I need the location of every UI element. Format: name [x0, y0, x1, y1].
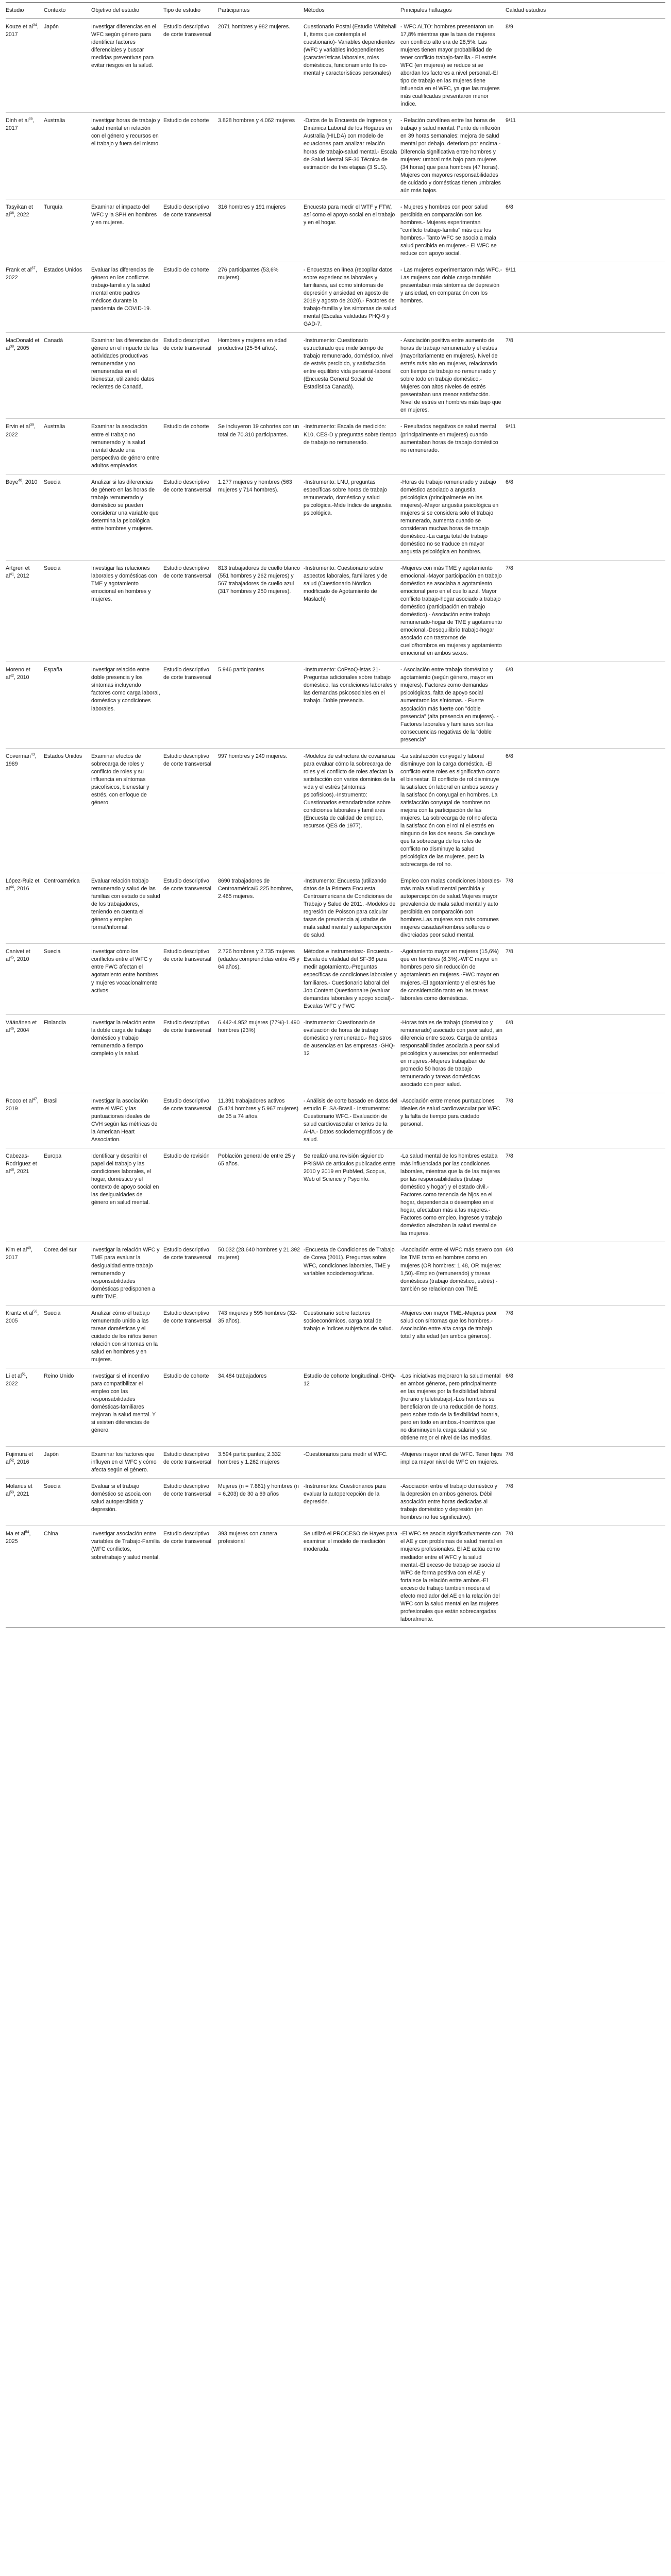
cell-methods: -Cuestionarios para medir el WFC. — [304, 1447, 400, 1479]
study-year: , 2022 — [6, 423, 36, 438]
cell-quality: 7/8 — [506, 1479, 665, 1526]
cell-study — [6, 662, 44, 748]
study-author: Kim et al — [6, 1247, 27, 1253]
study-year: , 2017 — [6, 24, 39, 38]
cell-objective: Investigar la relación WFC y TME para evaluar la desigualdad entre trabajo remunerado y responsabilidades domésticas predisponen a sufrir TME. — [91, 1242, 163, 1305]
cell-methods: Encuesta para medir el WTF y FTW, así como el apoyo social en el trabajo y en el hogar. — [304, 199, 400, 262]
study-author: Kouze et al — [6, 24, 33, 30]
study-author: Cabezas-Rodríguez et al — [6, 1153, 37, 1175]
study-reference: 53 — [10, 1490, 14, 1495]
cell-findings: - Relación curvilínea entre las horas de trabajo y salud mental. Punto de inflexión en 39 horas semanales: mejora de salud mental por debajo, deterioro por encima.- Diferencia significativa entre hombres y mujeres: umbral más bajo para mujeres (34 horas) que para hombres (47 horas). Mujeres con mayores responsabilidades de cuidado y domésticas tienen umbrales aún más bajos. — [400, 113, 506, 199]
cell-type: Estudio de cohorte — [163, 419, 218, 474]
cell-objective: Investigar diferencias en el WFC según género para identificar factores diferenciales y buscar medidas preventivas para evitar riesgos en la salud. — [91, 19, 163, 113]
cell-type: Estudio descriptivo de corte transversal — [163, 560, 218, 662]
study-author: Artgren et al — [6, 565, 30, 579]
cell-methods: -Instrumento: Encuesta (utilizando datos de la Primera Encuesta Centroamericana de Condiciones de Trabajo y Salud de 2011. -Modelos de regresión de Poisson para calcular tasas de prevalencia ajustadas de mala salud mental y autopercepción de salud. — [304, 873, 400, 944]
cell-findings: -Horas totales de trabajo (doméstico y remunerado) asociado con peor salud, sin diferencia entre sexos. Carga de ambas responsabilidades asociada a peor salud psicológica y ausencias por enfermedad en mujeres.-Mujeres trabajaban de promedio 50 horas de trabajo remunerado y tareas domésticas asociado con peor salud. — [400, 1014, 506, 1093]
study-author: Dinh et al — [6, 117, 29, 124]
table-row — [6, 199, 665, 262]
cell-participants: 3.828 hombres y 4.062 mujeres — [218, 113, 304, 199]
cell-study — [6, 1305, 44, 1368]
header-objective: Objetivo del estudio — [91, 3, 163, 19]
cell-quality: 7/8 — [506, 1305, 665, 1368]
cell-findings: - Las mujeres experimentaron más WFC.- Las mujeres con doble cargo también presentaban más síntomas de depresión y ansiedad, en comparación con los hombres. — [400, 262, 506, 332]
cell-quality: 7/8 — [506, 1148, 665, 1242]
header-study: Estudio — [6, 3, 44, 19]
study-reference: 35 — [28, 117, 33, 121]
table-row — [6, 944, 665, 1014]
cell-methods: - Análisis de corte basado en datos del estudio ELSA-Brasil.- Instrumentos: Cuestionario WFC.- Evaluación de salud cardiovascular criterios de la AHA.- Datos sociodemográficos y de salud. — [304, 1093, 400, 1148]
study-reference: 46 — [10, 1027, 14, 1031]
cell-type: Estudio de cohorte — [163, 1368, 218, 1446]
cell-findings: - Resultados negativos de salud mental (principalmente en mujeres) cuando aumentaban horas de trabajo doméstico no remunerado. — [400, 419, 506, 474]
cell-quality: 6/8 — [506, 662, 665, 748]
study-reference: 41 — [10, 572, 14, 577]
cell-participants: Se incluyeron 19 cohortes con un total de 70.310 participantes. — [218, 419, 304, 474]
cell-study — [6, 1093, 44, 1148]
study-author: Taşyikan et al — [6, 204, 33, 218]
cell-findings: - Mujeres y hombres con peor salud percibida en comparación con los hombres.- Mujeres experimentan "conflicto trabajo-familia" más que los hombres.- Tanto WFC se asocia a mala salud percibida en mujeres.- El WFC se reduce con apoyo social. — [400, 199, 506, 262]
study-reference: 45 — [10, 956, 14, 960]
cell-type: Estudio descriptivo de corte transversal — [163, 662, 218, 748]
cell-type: Estudio descriptivo de corte transversal — [163, 944, 218, 1014]
study-year: , 2016 — [14, 1459, 29, 1466]
study-year: , 2012 — [14, 573, 29, 579]
cell-context: Japón — [44, 19, 91, 113]
study-reference: 54 — [25, 1530, 29, 1534]
study-author: Rocco et al — [6, 1097, 33, 1104]
table-page — [6, 0, 665, 1628]
cell-context: Suecia — [44, 1305, 91, 1368]
cell-context: Suecia — [44, 1479, 91, 1526]
cell-methods: -Encuesta de Condiciones de Trabajo de Corea (2011). Preguntas sobre WFC, condiciones laborales, TME y variables sociodemográficas. — [304, 1242, 400, 1305]
study-author: Canivet et al — [6, 948, 30, 963]
table-row — [6, 262, 665, 332]
study-author: López-Ruiz et al — [6, 878, 40, 892]
cell-methods: -Instrumento: Cuestionario sobre aspectos laborales, familiares y de salud (Cuestionario Nórdico modificado de Agotamiento de Maslach) — [304, 560, 400, 662]
cell-participants: Población general de entre 25 y 65 años. — [218, 1148, 304, 1242]
cell-context: Suecia — [44, 944, 91, 1014]
study-author: Li et al — [6, 1372, 22, 1379]
cell-participants: 316 hombres y 191 mujeres — [218, 199, 304, 262]
study-author: Boye — [6, 479, 19, 485]
cell-context: España — [44, 662, 91, 748]
cell-participants: 393 mujeres con carrera profesional — [218, 1526, 304, 1628]
cell-findings: - Asociación positiva entre aumento de horas de trabajo remunerado y el estrés (mayoritariamente en mujeres). Nivel de estrés más alto en mujeres, relacionado con tiempo de trabajo no remunerado y sobre todo en trabajo doméstico.- Mujeres con altos niveles de estrés presentaban una menor satisfacción. Nivel de estrés en hombres más bajo que en mujeres. — [400, 333, 506, 419]
cell-participants: 813 trabajadores de cuello blanco (551 hombres y 262 mujeres) y 567 trabajadores de cuello azul (317 hombres y 250 mujeres). — [218, 560, 304, 662]
header-methods: Métodos — [304, 3, 400, 19]
cell-methods: Cuestionario Postal (Estudio Whitehall II, ítems que contempla el cuestionario)- Variables dependientes (WFC y variables independientes (características laborales, roles domésticos, funcionamiento físico-mental y características personales) — [304, 19, 400, 113]
table-row — [6, 662, 665, 748]
cell-methods: -Instrumento: LNU, preguntas específicas sobre horas de trabajo remunerado, doméstico y salud psicológica.-Mide índice de angustia psicológica. — [304, 474, 400, 560]
cell-context: Corea del sur — [44, 1242, 91, 1305]
study-year: , 2022 — [6, 266, 37, 281]
study-reference: 48 — [10, 1168, 14, 1172]
cell-type: Estudio descriptivo de corte transversal — [163, 19, 218, 113]
cell-findings: -Agotamiento mayor en mujeres (15,6%) que en hombres (8,3%).-WFC mayor en hombres pero sin reducción de agotamiento en mujeres.-FWC mayor en mujeres.-El agotamiento y el estrés fue de consideración tanto en las tareas laborales como domésticas. — [400, 944, 506, 1014]
studies-table — [6, 2, 665, 1628]
header-participants: Participantes — [218, 3, 304, 19]
cell-participants: 5.946 participantes — [218, 662, 304, 748]
cell-participants: 34.484 trabajadores — [218, 1368, 304, 1446]
cell-methods: Cuestionario sobre factores socioeconómicos, carga total de trabajo e índices subjetivos de salud. — [304, 1305, 400, 1368]
cell-study — [6, 1368, 44, 1446]
cell-findings: -El WFC se asocia significativamente con el AE y con problemas de salud mental en mujeres profesionales. El AE actúa como mediador entre el WFC y la salud mental.-El exceso de trabajo se asocia al WFC de forma positiva con el AE y fortalece la relación entre ambos.-El exceso de trabajo también modera el efecto mediador del AE en la relación del WFC con la salud mental en las mujeres profesionales que están sobrecargadas laboralmente. — [400, 1526, 506, 1628]
cell-quality: 6/8 — [506, 748, 665, 873]
study-year: , 2019 — [6, 1097, 39, 1112]
table-header — [6, 3, 665, 19]
cell-quality: 6/8 — [506, 1368, 665, 1446]
study-reference: 42 — [10, 674, 14, 678]
cell-context: Finlandia — [44, 1014, 91, 1093]
cell-type: Estudio descriptivo de corte transversal — [163, 1305, 218, 1368]
cell-objective: Investigar cómo los conflictos entre el WFC y entre FWC afectan el agotamiento entre hombres y mujeres vocacionalmente activos. — [91, 944, 163, 1014]
cell-participants: 6.442-4.952 mujeres (77%)-1.490 hombres (23%) — [218, 1014, 304, 1093]
cell-participants: 11.391 trabajadores activos (5.424 hombres y 5.967 mujeres) de 35 a 74 años. — [218, 1093, 304, 1148]
cell-study — [6, 113, 44, 199]
cell-study — [6, 1242, 44, 1305]
cell-objective: Investigar la asociación entre el WFC y las puntuaciones ideales de CVH según las métricas de la American Heart Association. — [91, 1093, 163, 1148]
study-year: , 2010 — [14, 674, 29, 681]
cell-study — [6, 560, 44, 662]
cell-objective: Examinar la asociación entre el trabajo no remunerado y la salud mental desde una perspectiva de género entre adultos empleados. — [91, 419, 163, 474]
cell-participants: 276 participantes (53,6% mujeres). — [218, 262, 304, 332]
study-year: , 2017 — [6, 117, 35, 132]
cell-type: Estudio de revisión — [163, 1148, 218, 1242]
cell-quality: 6/8 — [506, 474, 665, 560]
cell-objective: Investigar asociación entre variables de Trabajo-Familia (WFC conflictos, sobretrabajo y salud mental. — [91, 1526, 163, 1628]
cell-type: Estudio descriptivo de corte transversal — [163, 873, 218, 944]
study-author: Frank et al — [6, 266, 32, 273]
cell-methods: -Instrumento: CoPsoQ-istas 21- Preguntas adicionales sobre trabajo doméstico, las condiciones laborales y las demandas psicosociales en el trabajo. Doble presencia. — [304, 662, 400, 748]
cell-participants: 2.726 hombres y 2.735 mujeres (edades comprendidas entre 45 y 64 años). — [218, 944, 304, 1014]
table-row — [6, 1479, 665, 1526]
cell-findings: -Horas de trabajo remunerado y trabajo doméstico asociado a angustia psicológica (principalmente en las mujeres).-Mayor angustia psicológica en mujeres si se considera solo el trabajo remunerado, aumenta cuando se consideran muchas horas de trabajo doméstico.-La carga total de trabajo doméstico no se traduce en mayor angustia psicológica en hombres. — [400, 474, 506, 560]
cell-findings: -Asociación entre el trabajo doméstico y la depresión en ambos géneros. Débil asociación entre horas dedicadas al trabajo doméstico y depresión (en hombres no fue significativo). — [400, 1479, 506, 1526]
cell-study — [6, 199, 44, 262]
cell-objective: Analizar si las diferencias de género en las horas de trabajo remunerado y doméstico se pueden considerar una variable que determina la psicológica entre hombres y mujeres. — [91, 474, 163, 560]
study-reference: 52 — [10, 1459, 14, 1463]
study-reference: 49 — [27, 1246, 31, 1250]
cell-findings: -Mujeres mayor nivel de WFC. Tener hijos implica mayor nivel de WFC en mujeres. — [400, 1447, 506, 1479]
cell-findings: -Asociación entre menos puntuaciones ideales de salud cardiovascular por WFC y la falta de tiempo para cuidado personal. — [400, 1093, 506, 1148]
cell-methods: -Instrumentos: Cuestionarios para evaluar la autopercepción de la depresión. — [304, 1479, 400, 1526]
cell-study — [6, 1014, 44, 1093]
cell-study — [6, 1479, 44, 1526]
cell-quality: 7/8 — [506, 1447, 665, 1479]
cell-study — [6, 19, 44, 113]
cell-findings: -La salud mental de los hombres estaba más influenciada por las condiciones laborales, mientras que la de las mujeres por las responsabilidades (trabajo doméstico y hogar) y el estado civil.- Factores como tenencia de hijos en el hogar, dependencia o desempleo en el hogar, afectaban más a las mujeres.-Factores como empleo, ingresos y trabajo doméstico afectaban la salud mental de las mujeres. — [400, 1148, 506, 1242]
study-year: , 2021 — [14, 1168, 29, 1175]
table-row — [6, 19, 665, 113]
cell-objective: Examinar efectos de sobrecarga de roles y conflicto de roles y su influencia en síntomas psicofísicos, bienestar y estrés, con enfoque de género. — [91, 748, 163, 873]
cell-quality: 7/8 — [506, 560, 665, 662]
study-year: , 2022 — [14, 211, 29, 218]
table-row — [6, 474, 665, 560]
study-year: , 2022 — [6, 1372, 27, 1387]
header-findings: Principales hallazgos — [400, 3, 506, 19]
cell-quality: 7/8 — [506, 873, 665, 944]
cell-objective: Investigar horas de trabajo y salud mental en relación con el género y recursos en el trabajo y fuera del mismo. — [91, 113, 163, 199]
cell-context: Turquía — [44, 199, 91, 262]
cell-study — [6, 262, 44, 332]
header-type: Tipo de estudio — [163, 3, 218, 19]
cell-objective: Investigar las relaciones laborales y domésticas con TME y agotamiento emocional en hombres y mujeres. — [91, 560, 163, 662]
cell-participants: 3.594 participantes; 2.332 hombres y 1.262 mujeres — [218, 1447, 304, 1479]
cell-context: China — [44, 1526, 91, 1628]
study-author: Krantz et al — [6, 1310, 33, 1316]
cell-quality: 8/9 — [506, 19, 665, 113]
cell-methods: Se realizó una revisión siguiendo PRISMA de artículos publicados entre 2010 y 2019 en PubMed, Scopus, Web of Science y Psycinfo. — [304, 1148, 400, 1242]
cell-quality: 6/8 — [506, 1014, 665, 1093]
cell-quality: 7/8 — [506, 1526, 665, 1628]
cell-findings: Empleo con malas condiciones laborales- más mala salud mental percibida y autopercepción de salud.Mujeres mayor prevalencia de mala salud mental y auto percibida en comparación con hombres.Las mujeres son más comunes mujeres casadas/hombres solteros o divorciadas peor salud mental. — [400, 873, 506, 944]
cell-context: Europa — [44, 1148, 91, 1242]
cell-context: Brasil — [44, 1093, 91, 1148]
cell-type: Estudio descriptivo de corte transversal — [163, 1014, 218, 1093]
cell-study — [6, 333, 44, 419]
cell-methods: - Encuestas en línea (recopilar datos sobre experiencias laborales y familiares, así como síntomas de depresión y ansiedad en agosto de 2018 y agosto de 2020).- Factores de trabajo-familia y los síntomas de salud mental (Escalas validadas PHQ-9 y GAD-7. — [304, 262, 400, 332]
study-reference: 34 — [33, 23, 37, 27]
table-row — [6, 1014, 665, 1093]
study-year: , 2025 — [6, 1531, 31, 1545]
cell-context: Reino Unido — [44, 1368, 91, 1446]
cell-methods: Estudio de cohorte longitudinal.-GHQ-12 — [304, 1368, 400, 1446]
study-reference: 39 — [30, 423, 34, 427]
cell-participants: 8690 trabajadores de Centroamérica/6.225 hombres, 2.465 mujeres. — [218, 873, 304, 944]
cell-type: Estudio de cohorte — [163, 113, 218, 199]
study-reference: 36 — [10, 211, 14, 215]
cell-methods: -Instrumento: Escala de medición: K10, CES-D y preguntas sobre tiempo de trabajo no remunerado. — [304, 419, 400, 474]
cell-study — [6, 1148, 44, 1242]
study-author: Fujimura et al — [6, 1451, 33, 1466]
cell-objective: Evaluar relación trabajo remunerado y salud de las familias con estado de salud de los trabajadores, teniendo en cuenta el género y empleo formal/informal. — [91, 873, 163, 944]
study-author: Molarius et al — [6, 1483, 32, 1498]
cell-quality: 9/11 — [506, 113, 665, 199]
cell-study — [6, 748, 44, 873]
cell-participants: 997 hombres y 249 mujeres. — [218, 748, 304, 873]
table-row — [6, 1526, 665, 1628]
cell-type: Estudio de cohorte — [163, 262, 218, 332]
cell-context: Suecia — [44, 560, 91, 662]
study-author: Coverman — [6, 753, 31, 759]
cell-findings: -Mujeres con mayor TME.-Mujeres peor salud con síntomas que los hombres.-Asociación entre alta carga de trabajo total y alta edad (en ambos géneros). — [400, 1305, 506, 1368]
cell-quality: 6/8 — [506, 199, 665, 262]
cell-participants: 1.277 mujeres y hombres (563 mujeres y 714 hombres). — [218, 474, 304, 560]
cell-quality: 7/8 — [506, 333, 665, 419]
cell-type: Estudio descriptivo de corte transversal — [163, 199, 218, 262]
cell-findings: - Asociación entre trabajo doméstico y agotamiento (según género, mayor en mujeres). Factores como demandas psicológicas, falta de apoyo social aumentaron los síntomas. - Fuerte asociación más fuerte con "doble presencia" (alta presencia en mujeres). - Factores laborales y familiares son las consecuencias negativas de la "doble presencia" — [400, 662, 506, 748]
cell-type: Estudio descriptivo de corte transversal — [163, 1447, 218, 1479]
cell-study — [6, 419, 44, 474]
cell-context: Suecia — [44, 474, 91, 560]
cell-type: Estudio descriptivo de corte transversal — [163, 1242, 218, 1305]
cell-methods: -Modelos de estructura de covarianza para evaluar cómo la sobrecarga de roles y el conflicto de roles afectan la satisfacción con varios dominios de la vida y el estrés (síntomas psicofísicos).-Instrumento: Cuestionarios estandarizados sobre condiciones laborales y familiares (Encuesta de calidad de empleo, recursos QES de 1977). — [304, 748, 400, 873]
cell-participants: 743 mujeres y 595 hombres (32-35 años). — [218, 1305, 304, 1368]
table-row — [6, 419, 665, 474]
cell-methods: Métodos e instrumentos:- Encuesta.-Escala de vitalidad del SF-36 para medir agotamiento.-Preguntas específicas de condiciones laborales y familiares.- Cuestionario laboral del Job Content Questionnaire (evaluar demandas laborales y apoyo social).-Escalas WFC y FWC — [304, 944, 400, 1014]
study-year: , 2010 — [22, 479, 38, 485]
cell-context: Australia — [44, 419, 91, 474]
cell-study — [6, 944, 44, 1014]
study-year: , 2021 — [14, 1491, 29, 1498]
cell-objective: Evaluar las diferencias de género en los conflictos trabajo-familia y la salud mental entre padres médicos durante la pandemia de COVID-19. — [91, 262, 163, 332]
cell-objective: Evaluar si el trabajo doméstico se asocia con salud autopercibida y depresión. — [91, 1479, 163, 1526]
cell-context: Australia — [44, 113, 91, 199]
cell-methods: -Instrumento: Cuestionario de evaluación de horas de trabajo doméstico y remunerado.- Registros de ausencias en las empresas.-GHQ-12 — [304, 1014, 400, 1093]
cell-objective: Examinar las diferencias de género en el impacto de las actividades productivas remuneradas y no remuneradas en el bienestar, utilizando datos recientes de Canadá. — [91, 333, 163, 419]
header-context: Contexto — [44, 3, 91, 19]
study-author: Ervin et al — [6, 423, 30, 430]
table-row — [6, 1368, 665, 1446]
study-reference: 43 — [30, 753, 35, 757]
study-year: , 2005 — [14, 345, 29, 352]
cell-type: Estudio descriptivo de corte transversal — [163, 1526, 218, 1628]
study-year: , 2005 — [6, 1310, 39, 1324]
cell-objective: Examinar el impacto del WFC y la SPH en hombres y en mujeres. — [91, 199, 163, 262]
cell-findings: -La satisfacción conyugal y laboral disminuye con la carga doméstica. -El conflicto entre roles es significativo como el bienestar. El conflicto de rol disminuye la satisfacción laboral en ambos sexos y la satisfacción conyugal en hombres. La satisfacción conyugal de hombres no mejora con la participación de las mujeres. La sobrecarga de rol no afecta la satisfacción con el rol ni el estrés en ninguno de los dos sexos. Se concluye que la sobrecarga de los roles de conflicto no disminuye la salud psicológica de las mujeres, pero la sobrecarga de rol no. — [400, 748, 506, 873]
table-row — [6, 1305, 665, 1368]
study-author: Moreno et al — [6, 667, 30, 681]
cell-objective: Investigar si el incentivo para compatibilizar el empleo con las responsabilidades domésticas-familiares mejoran la salud mental. Y si existen diferencias de género. — [91, 1368, 163, 1446]
study-author: Ma et al — [6, 1531, 25, 1537]
table-row — [6, 1447, 665, 1479]
table-row — [6, 873, 665, 944]
cell-type: Estudio descriptivo de corte transversal — [163, 474, 218, 560]
study-reference: 50 — [33, 1310, 38, 1314]
study-year: , 1989 — [6, 753, 37, 767]
study-year: , 2004 — [14, 1027, 29, 1033]
table-row — [6, 560, 665, 662]
study-author: MacDonald et al — [6, 337, 40, 352]
cell-findings: -Mujeres con más TME y agotamiento emocional.-Mayor participación en trabajo doméstico se asociaba a agotamiento emocional pero en el cuello azul. Mayor conflicto trabajo-hogar asociado a trabajo doméstico (participación en trabajo doméstico).- Asociación entre trabajo remunerado-hogar de TME y agotamiento emocional.-Desequilibrio trabajo-hogar asociado con trastornos de cuello/hombros en mujeres y agotamiento emocional en ambos sexos. — [400, 560, 506, 662]
table-row — [6, 333, 665, 419]
cell-methods: Se utilizó el PROCESO de Hayes para examinar el modelo de mediación moderada. — [304, 1526, 400, 1628]
table-body — [6, 19, 665, 1628]
study-reference: 38 — [10, 345, 14, 349]
table-row — [6, 748, 665, 873]
cell-study — [6, 873, 44, 944]
cell-quality: 7/8 — [506, 1093, 665, 1148]
study-reference: 47 — [33, 1097, 37, 1101]
study-reference: 44 — [10, 885, 14, 889]
study-author: Väänänen et al — [6, 1019, 37, 1033]
cell-context: Centroamérica — [44, 873, 91, 944]
cell-objective: Identificar y describir el papel del trabajo y las condiciones laborales, el hogar, doméstico y el contexto de apoyo social en las desigualdades de género en salud mental. — [91, 1148, 163, 1242]
table-row — [6, 1148, 665, 1242]
cell-context: Canadá — [44, 333, 91, 419]
header-quality: Calidad estudios — [506, 3, 665, 19]
cell-type: Estudio descriptivo de corte transversal — [163, 748, 218, 873]
study-reference: 40 — [18, 479, 22, 483]
cell-context: Estados Unidos — [44, 748, 91, 873]
cell-type: Estudio descriptivo de corte transversal — [163, 1093, 218, 1148]
cell-context: Japón — [44, 1447, 91, 1479]
cell-quality: 7/8 — [506, 944, 665, 1014]
cell-objective: Analizar cómo el trabajo remunerado unido a las tareas domésticas y el cuidado de los niños tienen relación con síntomas en la salud en hombres y en mujeres. — [91, 1305, 163, 1368]
study-year: , 2017 — [6, 1247, 32, 1261]
cell-study — [6, 1447, 44, 1479]
study-reference: 37 — [31, 266, 36, 270]
cell-quality: 9/11 — [506, 262, 665, 332]
cell-objective: Examinar los factores que influyen en el WFC y cómo afecta según el género. — [91, 1447, 163, 1479]
cell-quality: 6/8 — [506, 1242, 665, 1305]
cell-methods: -Datos de la Encuesta de Ingresos y Dinámica Laboral de los Hogares en Australia (HILDA) con modelo de ecuaciones para analizar relación horas de trabajo-salud mental.- Escala de Salud Mental SF-36 Técnica de estimación de tres etapas (3 SLS). — [304, 113, 400, 199]
cell-objective: Investigar relación entre doble presencia y los síntomas incluyendo factores como carga laboral, doméstica y condiciones laborales. — [91, 662, 163, 748]
cell-objective: Investigar la relación entre la doble carga de trabajo doméstico y trabajo remunerado a tiempo completo y la salud. — [91, 1014, 163, 1093]
cell-study — [6, 474, 44, 560]
cell-study — [6, 1526, 44, 1628]
cell-methods: -Instrumento: Cuestionario estructurado que mide tiempo de trabajo remunerado, doméstico, nivel de estrés percibido, y satisfacción entre equilibrio vida personal-laboral (Encuesta General Social de Estadística Canadá). — [304, 333, 400, 419]
cell-participants: Mujeres (n = 7.861) y hombres (n = 6.203) de 30 a 69 años — [218, 1479, 304, 1526]
study-year: , 2010 — [14, 956, 29, 963]
cell-context: Estados Unidos — [44, 262, 91, 332]
cell-quality: 9/11 — [506, 419, 665, 474]
table-row — [6, 113, 665, 199]
cell-participants: 50.032 (28.640 hombres y 21.392 mujeres) — [218, 1242, 304, 1305]
cell-participants: 2071 hombres y 982 mujeres. — [218, 19, 304, 113]
table-row — [6, 1093, 665, 1148]
study-reference: 51 — [22, 1372, 26, 1377]
cell-type: Estudio descriptivo de corte transversal — [163, 1479, 218, 1526]
cell-findings: -Asociación entre el WFC más severo con los TME tanto en hombres como en mujeres (OR hombres: 1,48, OR mujeres: 1,50).-Empleo (remunerado) y tareas domésticas (trabajo doméstico, estrés) - también se relacionan con TME. — [400, 1242, 506, 1305]
cell-findings: - WFC ALTO: hombres presentaron un 17,8% mientras que la tasa de mujeres con conflicto alto era de 28,5%. Las mujeres tienen mayor probabilidad de tener conflicto trabajo-familia.- El estrés WFC (en mujeres) se reduce si se abordan los factores a nivel personal.-El tipo de trabajo en las mujeres tiene influencia en el WFC, ya que las mujeres más cualificadas presentaron menor índice. — [400, 19, 506, 113]
cell-findings: -Las iniciativas mejoraron la salud mental en ambos géneros, pero principalmente en las mujeres por la flexibilidad laboral (horario y teletrabajo).-Los hombres se beneficiaron de una reducción de horas, pero sobre todo de la flexibilidad horaria, pero en todo en ambos.-Incentivos que no disminuyen la carga salarial y se obtiene mejor el nivel de las medidas. — [400, 1368, 506, 1446]
study-year: , 2016 — [14, 886, 29, 892]
table-row — [6, 1242, 665, 1305]
cell-type: Estudio descriptivo de corte transversal — [163, 333, 218, 419]
cell-participants: Hombres y mujeres en edad productiva (25-54 años). — [218, 333, 304, 419]
